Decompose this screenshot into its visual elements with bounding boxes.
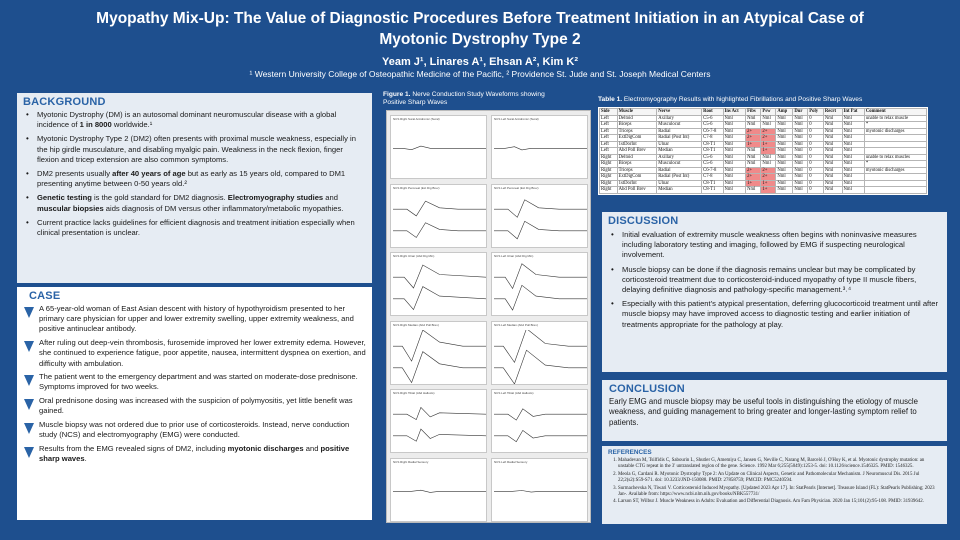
list-item: After ruling out deep-vein thrombosis, furosemide improved her lower extremity edema. However, she continued to experience fatigue, poor appetite, nausea, intermittent dyspnea on exertion, and difficulty with ambulation. [23,338,366,369]
list-item: Muscle biopsy was not ordered due to prior use of corticosteroids. Instead, nerve conduction study (NCS) and electromyography (EMG) were conducted. [23,420,366,440]
table-cell: Nml [823,141,842,148]
table-cell: Radial [657,167,702,174]
table-cell: Nml [793,174,808,181]
authors: Yeam J¹, Linares A¹, Ehsan A², Kim K² [381,56,578,68]
table-cell: C8-T1 [702,148,723,155]
table-cell: ExtDigCom [617,135,657,142]
table-cell: Nml [776,161,793,168]
table-cell: Nml [842,141,864,148]
table-cell: 0 [808,135,824,142]
waveform-trace [494,467,587,521]
waveform-line [393,201,486,216]
table-cell: 0 [808,161,824,168]
table-cell: * [864,161,926,168]
waveform-title: NCS Right Radial Sensory [393,459,429,464]
table-header-cell: Poly [808,109,824,116]
table-cell: Left [600,135,618,142]
reference-item: 2. Meola G, Cardani R. Myotonic Dystrophy Type 2: An Update on Clinical Aspects, Genetic and Pathomolecular Mechanism. J Neuromuscul Dis. 2015 Jul 22;2(s2):S59-S71. doi: 10.3233/JND-150088. PMID: 27858759; PMCID: PMC5240594. [618,472,941,484]
table-cell: Triceps [617,167,657,174]
table-cell: Nml [842,161,864,168]
table-cell: Nml [723,128,746,135]
waveform-line [494,430,587,441]
table-cell: 1+ [761,141,776,148]
waveform-panel [491,252,588,316]
waveform-panel [491,184,588,248]
waveform-trace [393,124,486,178]
table-cell: Nml [723,115,746,122]
table-cell: * [864,122,926,129]
table-cell: Right [600,161,618,168]
table-cell: Musculocut [657,161,702,168]
table-panel [598,96,928,204]
table-cell: Musculocut [657,122,702,129]
table-cell: Nml [723,161,746,168]
waveform-line [494,147,587,150]
table-cell: Nml [761,154,776,161]
list-item: • Muscle biopsy can be done if the diagnosis remains unclear but may be complicated by corticosteroid treatment due to corticosteroid-induced myopathy of type II muscle fibers, delaying definitive diagnosis and pathology-specific management.³˒⁴ [608,265,941,296]
table-cell: Radial (Post Int) [657,135,702,142]
references-panel [602,446,947,524]
waveform-title: NCS Right Median (Abd Poll Brev) [393,322,439,327]
table-row [600,187,927,194]
table-cell: C8-T1 [702,180,723,187]
table-cell: Nml [793,180,808,187]
table-cell: 2+ [761,135,776,142]
table-cell: Ulnar [657,180,702,187]
table-cell: Right [600,180,618,187]
list-item: Oral prednisone dosing was increased with the suspicion of polymyositis, yet little benefit was gained. [23,396,366,416]
waveform-title: NCS Left Median (Abd Poll Brev) [494,322,538,327]
waveform-panel [390,115,487,179]
reference-item: 3. Surmachevska N, Tiwari V. Corticosteroid Induced Myopathy. [Updated 2023 Apr 17]. In: StatPearls [Internet]. Treasure Island (FL): StatPearls Publishing; 2023 Jan-. Available from: https://www.ncbi.nlm.nih.gov/books/NBK557731/ [618,486,941,498]
table-cell: C8-T1 [702,187,723,194]
table-cell: Nml [776,135,793,142]
table-cell: Nml [793,115,808,122]
waveform-trace [494,124,587,178]
table-header-cell: Root [702,109,723,116]
case-panel [17,287,372,520]
waveform-line [393,490,486,492]
figure-caption: Figure 1. Nerve Conduction Study Waveforms showing Positive Sharp Waves [383,91,545,106]
table-cell: 0 [808,115,824,122]
waveform-title: NCS Left Peroneal (Ext Dig Brev) [494,185,539,190]
table-cell: Nml [776,167,793,174]
table-caption: Table 1. Electromyography Results with highlighted Fibrillations and Positive Sharp Waves [598,96,863,103]
title-line-1: Myopathy Mix-Up: The Value of Diagnostic Procedures Before Treatment Initiation in an Atypical Case of [96,10,864,27]
waveform-line [393,265,486,288]
table-cell: Nml [793,141,808,148]
table-cell: 0 [808,174,824,181]
table-cell: Axillary [657,115,702,122]
waveform-line [393,407,486,419]
table-cell: Nml [793,135,808,142]
waveform-panel [390,389,487,453]
table-cell: Nml [823,128,842,135]
table-cell: Nml [793,122,808,129]
waveform-trace [494,398,587,452]
table-cell: Nml [823,167,842,174]
list-item: • Genetic testing is the gold standard for DM2 diagnosis. Electromyography studies and muscular biopsies aids diagnosis of DM versus other inflammatory/metabolic myopathies. [23,193,366,213]
table-cell: Nml [746,148,761,155]
table-cell: Left [600,141,618,148]
waveform-trace [494,193,587,247]
background-list [23,110,366,238]
table-cell: Nml [823,148,842,155]
waveform-panel [491,458,588,522]
table-cell: Nml [823,187,842,194]
table-cell: Deltoid [617,115,657,122]
table-cell: Nml [761,115,776,122]
table-cell: Right [600,154,618,161]
case-list [23,304,366,464]
table-cell: Nml [793,154,808,161]
table-cell: unable to relax muscle [864,115,926,122]
table-cell: Right [600,187,618,194]
waveform-line [393,429,486,441]
waveform-line [494,285,587,310]
table-cell: Nml [842,148,864,155]
list-item: • Initial evaluation of extremity muscle weakness often begins with noninvasive measures including laboratory testing and imaging, followed by EMG if suspecting neurological involvement. [608,230,941,261]
waveform-title: NCS Left Radial Sensory [494,459,528,464]
table-cell: 2+ [761,128,776,135]
waveform-panel [390,252,487,316]
table-cell: unable to relax muscles [864,154,926,161]
table-cell: Nml [776,115,793,122]
table-header-cell: Comment [864,109,926,116]
list-item: The patient went to the emergency department and was started on moderate-dose prednisone. Symptoms improved for two weeks. [23,372,366,392]
table-cell: Nml [793,167,808,174]
table-cell: myotonic discharges [864,128,926,135]
table-cell: Nml [793,148,808,155]
table-cell: Nml [842,167,864,174]
conclusion-panel [602,380,947,441]
table-cell: Nml [823,174,842,181]
table-cell: Nml [723,154,746,161]
waveform-title: NCS Left Sural Antidromic (Sural) [494,117,539,121]
table-cell: C7-8 [702,135,723,142]
list-item: • Myotonic Dystrophy (DM) is an autosomal dominant neuromuscular disease with a global incidence of 1 in 8000 worldwide.¹ [23,110,366,130]
table-cell: Abd Poll Brev [617,187,657,194]
table-cell: 2+ [746,128,761,135]
table-cell: Nml [723,135,746,142]
table-cell: Nml [746,122,761,129]
waveform-title: NCS Right Sural Antidromic (Sural) [393,117,440,121]
table-cell: Nml [761,122,776,129]
conclusion-heading: CONCLUSION [609,383,685,395]
table-cell: Nml [823,122,842,129]
waveform-line [494,264,587,289]
waveform-line [393,330,486,361]
table-cell: 0 [808,148,824,155]
table-header-cell: Psw [761,109,776,116]
table-cell: 1stDorInt [617,180,657,187]
waveform-line [494,199,587,217]
table-cell: 2+ [761,174,776,181]
table-cell: myotonic discharges [864,167,926,174]
waveform-panel [491,389,588,453]
table-cell: Nml [842,128,864,135]
table-header-cell: Muscle [617,109,657,116]
table-cell: Left [600,122,618,129]
waveform-line [494,490,587,492]
waveform-line [494,409,587,420]
table-cell: Nml [842,187,864,194]
table-cell: 0 [808,128,824,135]
table-cell: 1+ [746,180,761,187]
table-cell: C6-7-8 [702,167,723,174]
table-cell: Radial (Post Int) [657,174,702,181]
table-cell: C8-T1 [702,141,723,148]
waveform-line [494,350,587,384]
waveform-line [494,330,587,362]
table-cell: Nml [723,187,746,194]
table-cell: Nml [823,161,842,168]
table-cell: Nml [842,180,864,187]
discussion-list [608,230,941,330]
list-item: • Especially with this patient’s atypical presentation, deferring glucocorticoid treatment until after muscle biopsy may have improved access to diagnostic testing and earlier initiation of treatments appropriate for the pathology at play. [608,299,941,330]
figure-panel [383,91,591,523]
table-cell: Nml [776,180,793,187]
waveform-grid [386,110,591,523]
table-cell: 1+ [761,187,776,194]
table-cell: Median [657,187,702,194]
table-cell: 0 [808,180,824,187]
table-cell: Biceps [617,122,657,129]
table-cell: Ulnar [657,141,702,148]
table-cell: C7-8 [702,174,723,181]
table-cell: Nml [793,187,808,194]
poster-title [0,8,960,50]
waveform-title: NCS Left Tibial (Abd Hallucis) [494,391,534,395]
table-cell: Nml [842,115,864,122]
waveform-trace [393,398,486,452]
table-cell: Nml [842,135,864,142]
table-cell: 2+ [746,174,761,181]
affiliations: ¹ Western University College of Osteopathic Medicine of the Pacific, ² Providence St. Jude and St. Joseph Medical Centers [249,69,711,79]
waveform-panel [390,184,487,248]
table-cell: C5-6 [702,161,723,168]
discussion-heading: DISCUSSION [608,215,679,227]
table-cell: Nml [723,122,746,129]
table-cell: Nml [823,135,842,142]
table-cell: Nml [746,115,761,122]
table-cell: 1+ [761,180,776,187]
table-header-cell: Dur [793,109,808,116]
table-cell: 2+ [761,167,776,174]
waveform-trace [393,467,486,521]
table-cell: Nml [723,180,746,187]
table-cell: Right [600,174,618,181]
table-cell: Left [600,148,618,155]
table-cell: Nml [776,122,793,129]
table-cell: Nml [746,187,761,194]
table-cell: Nml [842,154,864,161]
table-cell: Nml [823,154,842,161]
waveform-panel [390,321,487,385]
table-cell: Nml [723,167,746,174]
table-cell: Nml [842,174,864,181]
table-cell: C5-6 [702,154,723,161]
table-cell: Nml [793,161,808,168]
waveform-trace [393,261,486,315]
table-cell: Nml [842,122,864,129]
references-heading: REFERENCES [608,449,652,456]
waveform-panel [491,115,588,179]
table-cell: 2+ [746,167,761,174]
table-cell: Triceps [617,128,657,135]
list-item: A 65-year-old woman of East Asian descent with history of hypothyroidism presented to her primary care physician for upper and lower extremity swelling, upper extremity weakness, and positive antinuclear antibody. [23,304,366,335]
table-cell: Nml [776,154,793,161]
table-cell: Biceps [617,161,657,168]
waveform-panel [491,321,588,385]
waveform-trace [494,261,587,315]
table-cell: 2+ [746,135,761,142]
table-cell: C5-6 [702,115,723,122]
table-cell: C5-6 [702,122,723,129]
waveform-line [494,221,587,239]
waveform-title: NCS Right Peroneal (Ext Dig Brev) [393,185,440,190]
waveform-trace [393,193,486,247]
table-cell: 1stDorInt [617,141,657,148]
table-cell: Axillary [657,154,702,161]
table-cell: Left [600,115,618,122]
list-item: • DM2 presents usually after 40 years of age but as early as 15 years old, compared to DM1 presenting anytime between 0-50 years old.² [23,169,366,189]
list-item: • Myotonic Dystrophy Type 2 (DM2) often presents with proximal muscle weakness, especially in the hip girdle musculature, and disabling myalgic pain. Weakness in the neck flexion, finger flexion and tricep extension are also common symptoms. [23,134,366,165]
table-cell: Nml [776,128,793,135]
table-cell: Right [600,167,618,174]
table-cell: Nml [723,141,746,148]
waveform-trace [393,330,486,384]
table-cell: Nml [723,174,746,181]
discussion-panel [602,212,947,372]
table-cell: Nml [776,141,793,148]
table-cell: Nml [746,161,761,168]
table-cell [864,187,926,194]
table-cell: Nml [776,187,793,194]
table-cell: Nml [776,148,793,155]
table-cell: Median [657,148,702,155]
waveform-panel [390,458,487,522]
table-cell: Nml [723,148,746,155]
waveform-trace [494,330,587,384]
reference-item: 1. Mahadevan M, Tsilfidis C, Sabourin L, Shutler G, Amemiya C, Jansen G, Neville C, Narang M, Barceló J, O'Hoy K, et al. Myotonic dystrophy mutation: an unstable CTG repeat in the 3' untranslated region of the gene. Science. 1992 Mar 6;255(5049):1253-5. doi: 10.1126/science.1546325. PMID: 1546325. [618,458,941,470]
table-header-cell: Fibs [746,109,761,116]
table-cell: 0 [808,141,824,148]
emg-table-wrap [598,107,928,195]
table-cell: 1+ [746,141,761,148]
waveform-title: NCS Left Ulnar (Abd Dig Min) [494,254,534,258]
case-heading: CASE [29,290,61,302]
table-cell: C6-7-8 [702,128,723,135]
conclusion-text: Early EMG and muscle biopsy may be useful tools in distinguishing the etiology of muscle weakness, and guiding management to bring greater and longer-lasting symptom relief to patients. [609,397,918,427]
waveform-line [393,287,486,310]
references-list [608,458,941,505]
table-header-cell: Side [600,109,618,116]
list-item: • Current practice lacks guidelines for efficient diagnosis and treatment initiation especially when clinical presentation is unclear. [23,218,366,238]
table-cell: Nml [761,161,776,168]
table-cell: Abd Poll Brev [617,148,657,155]
waveform-line [393,222,486,237]
table-header-cell: Recrt [823,109,842,116]
table-cell: 0 [808,187,824,194]
background-panel [17,93,372,283]
table-cell: 0 [808,122,824,129]
table-cell: 0 [808,154,824,161]
table-cell: 1+ [761,148,776,155]
table-cell: Left [600,128,618,135]
waveform-line [393,351,486,382]
table-cell: ExtDigCom [617,174,657,181]
table-header-cell: Amp [776,109,793,116]
table-cell: Nml [746,154,761,161]
table-cell: Nml [823,115,842,122]
table-cell: Deltoid [617,154,657,161]
waveform-line [393,146,486,150]
waveform-title: NCS Right Ulnar (Abd Dig Min) [393,254,435,258]
reference-item: 4. Larson ST, Wilbur J. Muscle Weakness in Adults: Evaluation and Differential Diagnosis. Am Fam Physician. 2020 Jan 15;101(2):95-108. PMID: 31939642. [618,499,941,505]
table-header-cell: Nerve [657,109,702,116]
table-cell: 0 [808,167,824,174]
table-cell: Nml [823,180,842,187]
list-item: Results from the EMG revealed signs of DM2, including myotonic discharges and positive sharp waves. [23,444,366,464]
emg-table [599,108,927,194]
title-line-2: Myotonic Dystrophy Type 2 [379,31,581,48]
table-cell: Nml [793,128,808,135]
table-header-cell: Int Pat [842,109,864,116]
table-cell: Nml [776,174,793,181]
table-cell: Radial [657,128,702,135]
waveform-title: NCS Right Tibial (Abd Hallucis) [393,391,435,395]
background-heading: BACKGROUND [23,96,106,108]
table-header-cell: Ins Act [723,109,746,116]
